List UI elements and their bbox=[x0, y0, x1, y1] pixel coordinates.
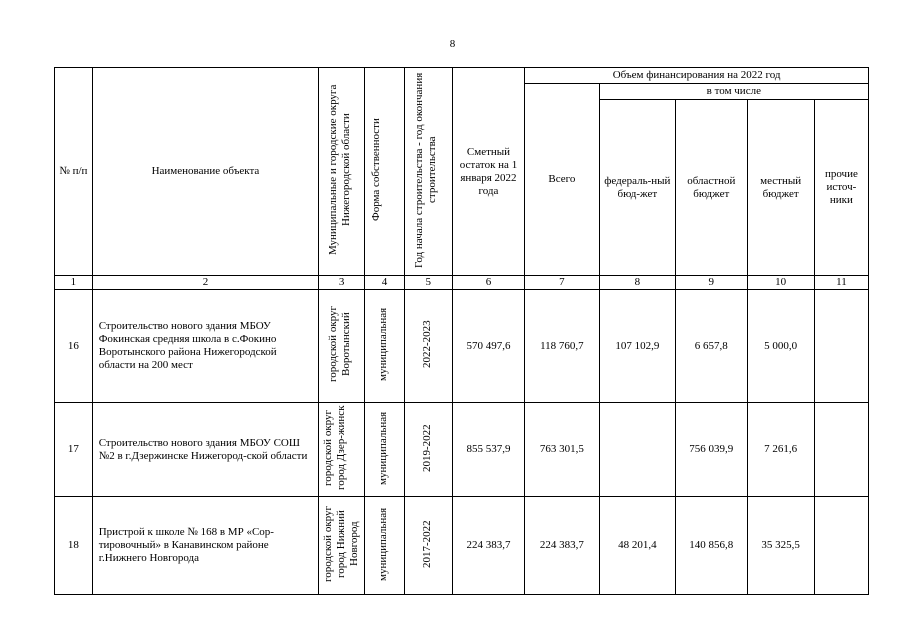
financing-table bbox=[54, 67, 869, 595]
header-row-number: № п/п bbox=[55, 68, 93, 276]
years: 2017-2022 bbox=[421, 519, 434, 568]
header-years: Год начала строительства - год окончания строительства bbox=[413, 71, 439, 268]
regional-budget: 756 039,9 bbox=[676, 403, 747, 497]
years: 2022-2023 bbox=[421, 320, 434, 368]
column-number: 2 bbox=[92, 276, 318, 290]
column-number: 4 bbox=[365, 276, 405, 290]
header-local: местный бюджет bbox=[747, 100, 814, 276]
object-name: Пристрой к школе № 168 в МР «Сор-тировочный» в Канавинском районе г.Нижнего Новгорода bbox=[92, 497, 318, 595]
total-funding: 224 383,7 bbox=[525, 497, 599, 595]
local-budget: 35 325,5 bbox=[747, 497, 814, 595]
regional-budget: 140 856,8 bbox=[676, 497, 747, 595]
total-funding: 118 760,7 bbox=[525, 290, 599, 403]
page-number: 8 bbox=[449, 38, 456, 50]
table-row bbox=[55, 497, 869, 595]
column-number: 8 bbox=[599, 276, 675, 290]
federal-budget: 48 201,4 bbox=[599, 497, 675, 595]
table-row bbox=[55, 403, 869, 497]
object-name: Строительство нового здания МБОУ Фокинская средняя школа в с.Фокино Воротынского района Нижегородской области на 200 мест bbox=[92, 290, 318, 403]
header-other: прочие источ-ники bbox=[814, 100, 868, 276]
ownership: муниципальная bbox=[377, 307, 390, 381]
total-funding: 763 301,5 bbox=[525, 403, 599, 497]
header-ownership: Форма собственности bbox=[370, 118, 383, 221]
header-total: Всего bbox=[525, 84, 599, 276]
column-number: 7 bbox=[525, 276, 599, 290]
header-district: Муниципальные и городские округа Нижегородской области bbox=[326, 84, 352, 255]
header-including: в том числе bbox=[599, 84, 868, 100]
federal-budget: 107 102,9 bbox=[599, 290, 675, 403]
other-sources bbox=[814, 290, 868, 403]
row-number: 17 bbox=[55, 403, 93, 497]
regional-budget: 6 657,8 bbox=[676, 290, 747, 403]
object-name: Строительство нового здания МБОУ СОШ №2 в г.Дзержинске Нижегород-ской области bbox=[92, 403, 318, 497]
years: 2019-2022 bbox=[421, 423, 434, 472]
header-funding-group: Объем финансирования на 2022 год bbox=[525, 68, 869, 84]
local-budget: 7 261,6 bbox=[747, 403, 814, 497]
column-number: 5 bbox=[404, 276, 452, 290]
district: городской округ Воротынский bbox=[326, 305, 352, 383]
other-sources bbox=[814, 497, 868, 595]
row-number: 16 bbox=[55, 290, 93, 403]
column-number: 6 bbox=[452, 276, 524, 290]
column-number: 3 bbox=[319, 276, 365, 290]
header-regional: областной бюджет bbox=[676, 100, 747, 276]
balance: 224 383,7 bbox=[452, 497, 524, 595]
row-number: 18 bbox=[55, 497, 93, 595]
column-number: 11 bbox=[814, 276, 868, 290]
ownership: муниципальная bbox=[377, 506, 390, 581]
column-numbers-row bbox=[55, 276, 869, 290]
ownership: муниципальная bbox=[377, 410, 390, 485]
district: городской округ город Дзер-жинск bbox=[321, 405, 347, 490]
balance: 855 537,9 bbox=[452, 403, 524, 497]
table-row bbox=[55, 290, 869, 403]
local-budget: 5 000,0 bbox=[747, 290, 814, 403]
header-object-name: Наименование объекта bbox=[92, 68, 318, 276]
column-number: 10 bbox=[747, 276, 814, 290]
column-number: 1 bbox=[55, 276, 93, 290]
federal-budget bbox=[599, 403, 675, 497]
header-balance: Сметный остаток на 1 января 2022 года bbox=[452, 68, 524, 276]
other-sources bbox=[814, 403, 868, 497]
balance: 570 497,6 bbox=[452, 290, 524, 403]
district: городской округ город Нижний Новгород bbox=[321, 505, 360, 582]
header-federal: федераль-ный бюд-жет bbox=[599, 100, 675, 276]
column-number: 9 bbox=[676, 276, 747, 290]
